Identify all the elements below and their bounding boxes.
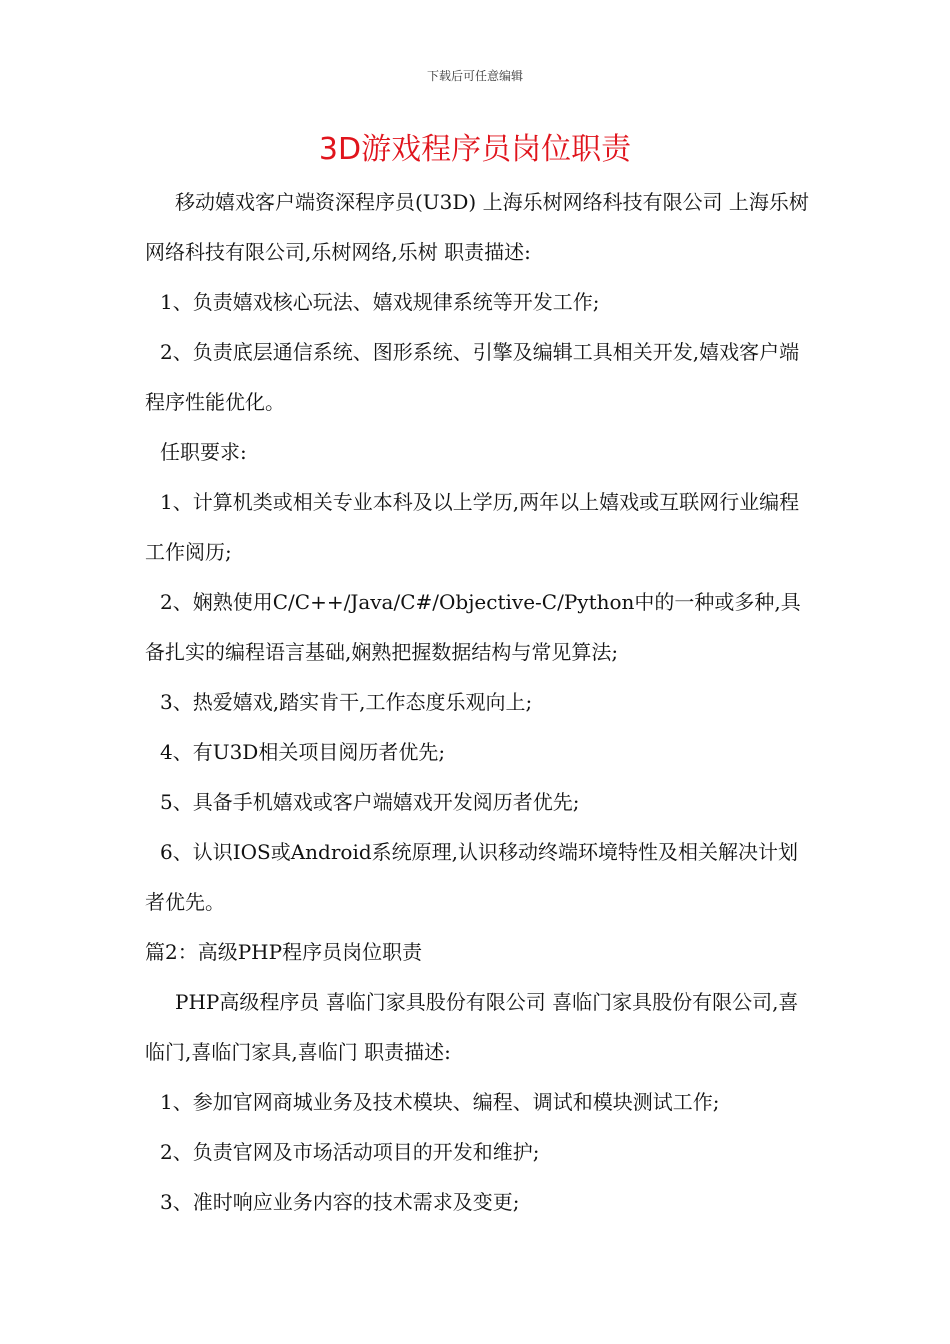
section-2-intro: PHP高级程序员 喜临门家具股份有限公司 喜临门家具股份有限公司,喜临门,喜临门家具,喜临门 职责描述: — [145, 990, 799, 1064]
page-header-note: 下载后可任意编辑 — [426, 69, 523, 83]
duty-item-2: 2、负责底层通信系统、图形系统、引擎及编辑工具相关开发,嬉戏客户端程序性能优化。 — [145, 340, 800, 414]
requirements-heading: 任职要求: — [160, 440, 247, 464]
section-2-duty-1: 1、参加官网商城业务及技术模块、编程、调试和模块测试工作; — [160, 1090, 720, 1114]
intro-paragraph: 移动嬉戏客户端资深程序员(U3D) 上海乐树网络科技有限公司 上海乐树网络科技有限公司,乐树网络,乐树 职责描述: — [145, 190, 809, 264]
requirement-item-3: 3、热爱嬉戏,踏实肯干,工作态度乐观向上; — [160, 690, 533, 714]
requirement-item-6: 6、认识IOS或Android系统原理,认识移动终端环境特性及相关解决计划者优先。 — [145, 840, 799, 914]
requirement-item-2: 2、娴熟使用C/C++/Java/C#/Objective-C/Python中的一种或多种,具备扎实的编程语言基础,娴熟把握数据结构与常见算法; — [145, 590, 801, 664]
duty-item-1: 1、负责嬉戏核心玩法、嬉戏规律系统等开发工作; — [160, 290, 600, 314]
section-2-heading: 篇2：高级PHP程序员岗位职责 — [145, 940, 423, 964]
requirement-item-1: 1、计算机类或相关专业本科及以上学历,两年以上嬉戏或互联网行业编程工作阅历; — [145, 490, 800, 564]
document-body — [145, 177, 810, 1227]
section-2-duty-2: 2、负责官网及市场活动项目的开发和维护; — [160, 1140, 540, 1164]
document-title: 3D游戏程序员岗位职责 — [318, 132, 632, 167]
requirement-item-5: 5、具备手机嬉戏或客户端嬉戏开发阅历者优先; — [160, 790, 580, 814]
requirement-item-4: 4、有U3D相关项目阅历者优先; — [160, 740, 446, 764]
section-2-duty-3: 3、准时响应业务内容的技术需求及变更; — [160, 1190, 520, 1214]
